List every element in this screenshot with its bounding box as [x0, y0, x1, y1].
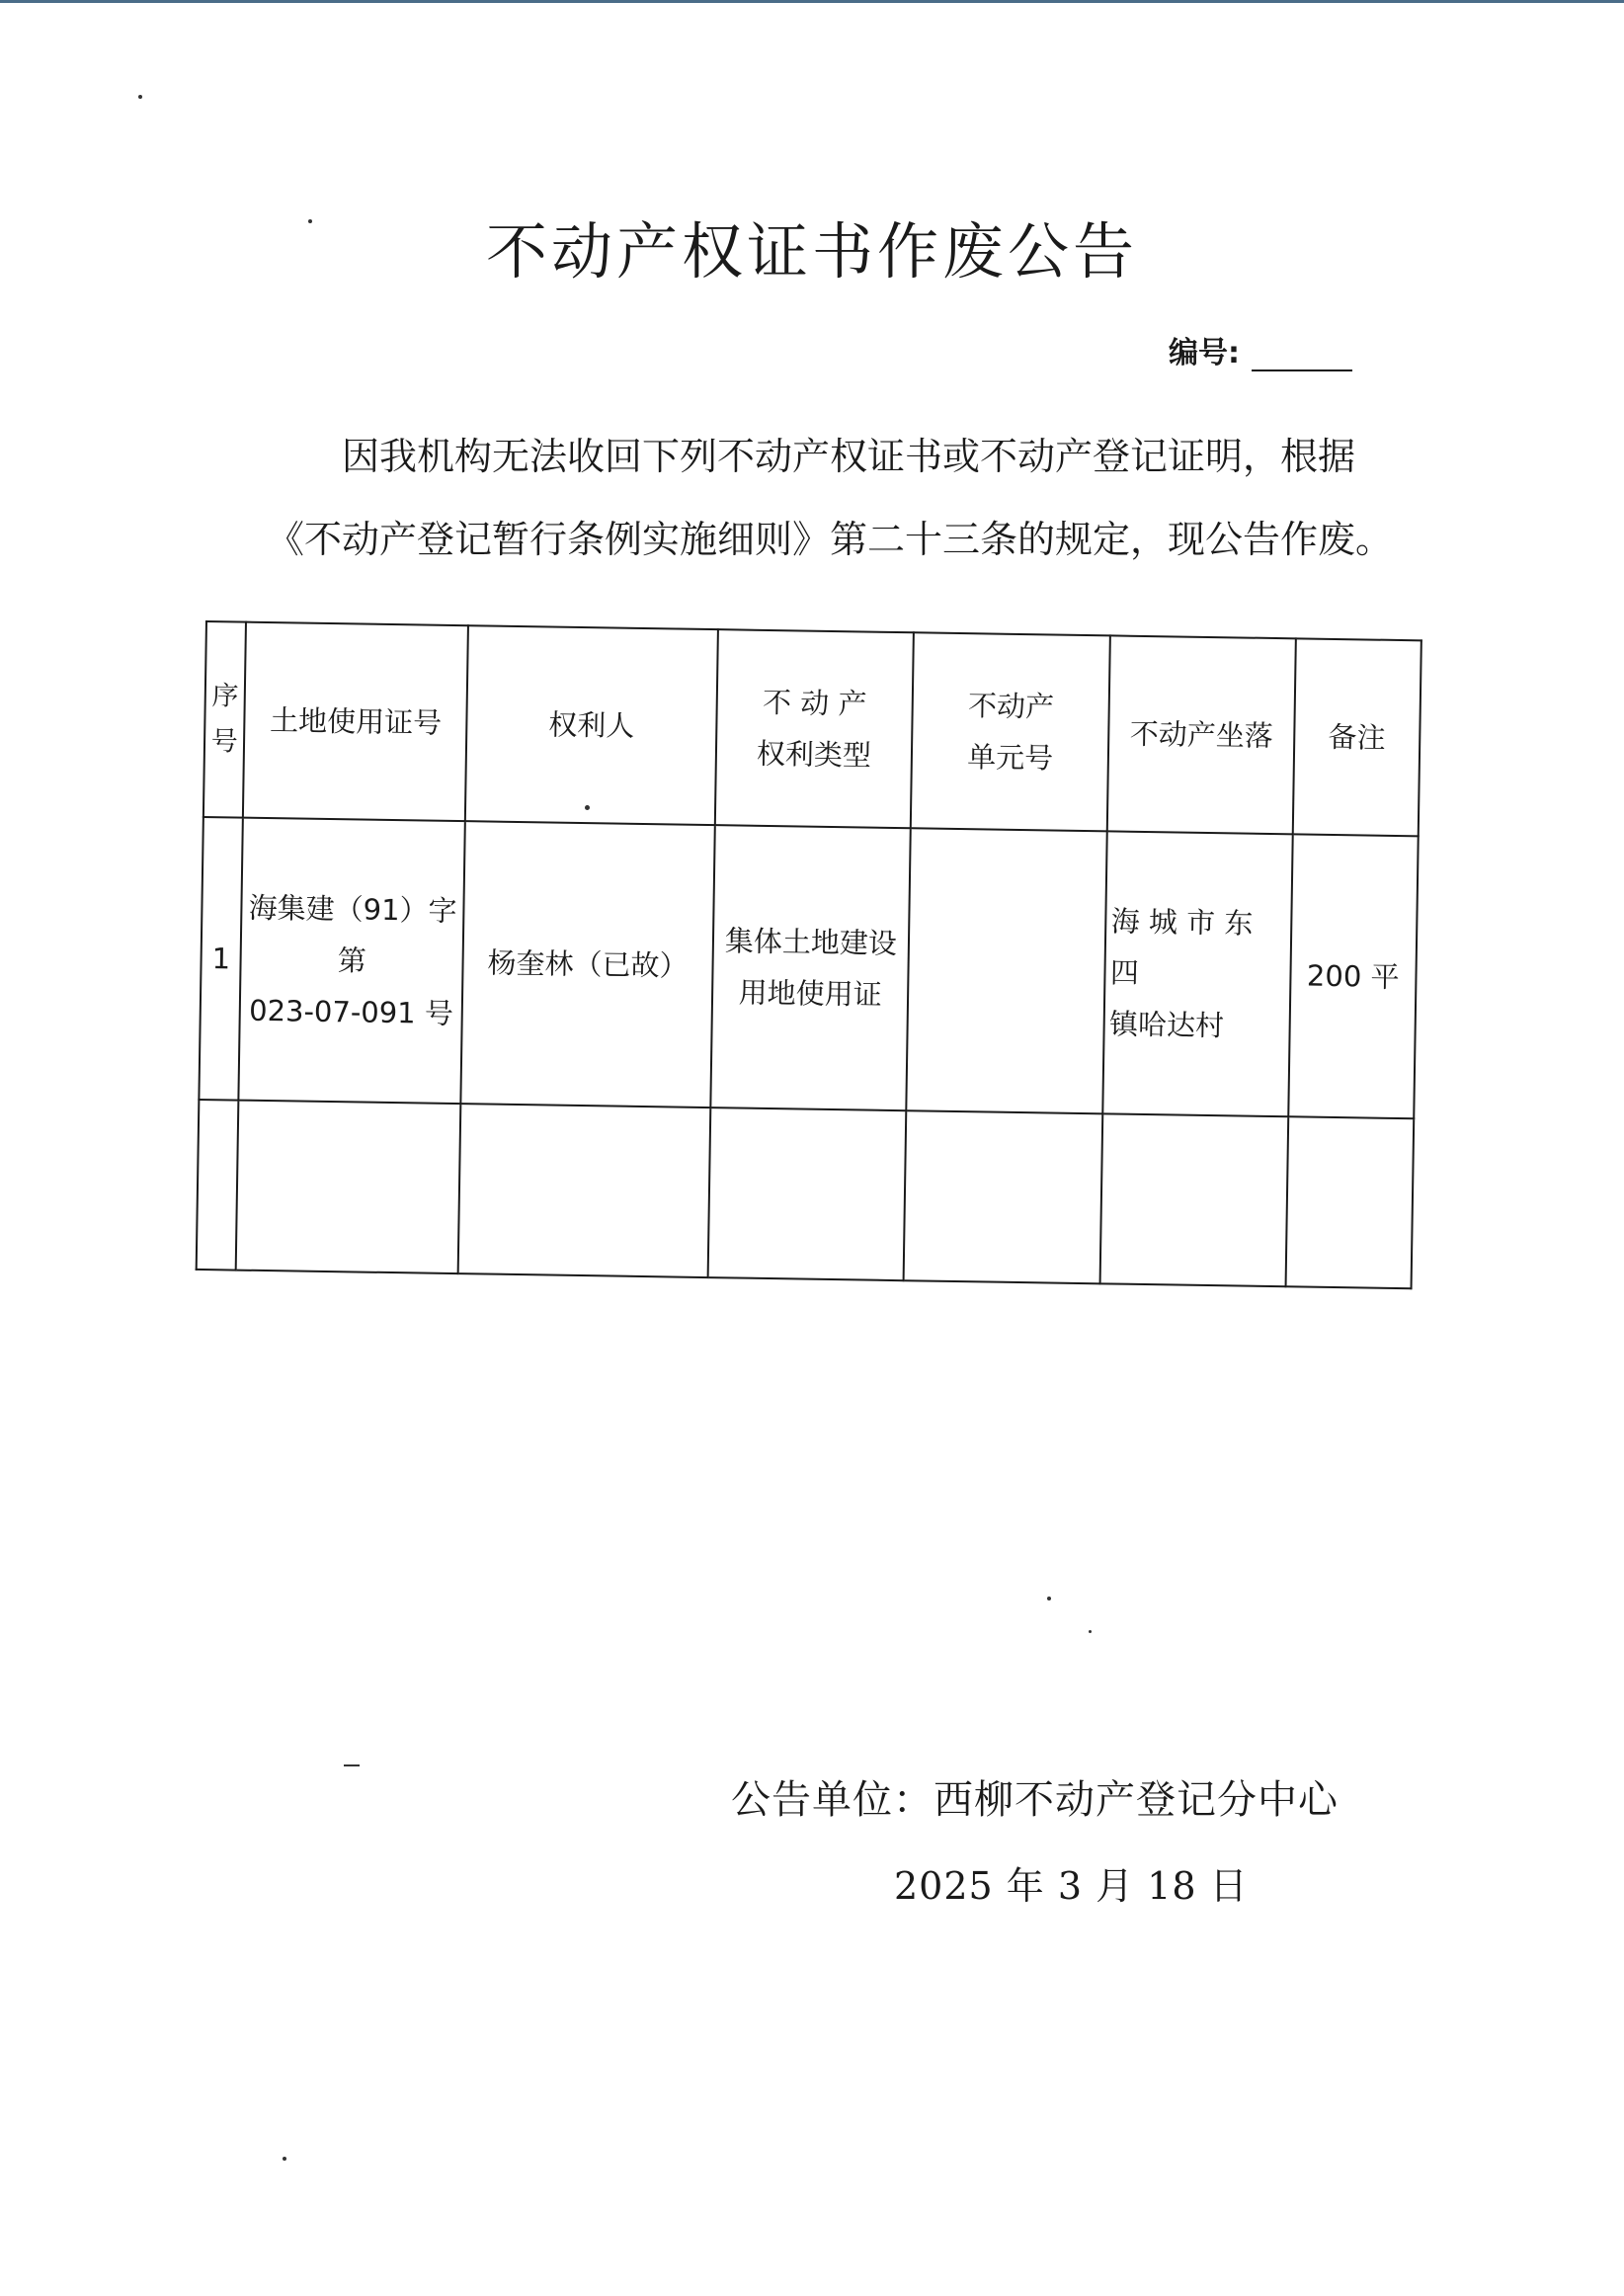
cell-note: 200 平: [1288, 834, 1419, 1118]
intro-paragraph: [267, 415, 1413, 581]
cell-cert: [239, 818, 465, 1104]
empty-cell: [197, 1100, 239, 1271]
header-unit-line-2: 单元号: [966, 740, 1054, 776]
document-number: [1169, 328, 1352, 371]
header-seq: 序号: [203, 621, 247, 818]
cell-cert-line-1: 海集建（91）字第: [248, 890, 457, 978]
cell-location-line-1: 海 城 市 东 四: [1109, 904, 1254, 990]
cell-unit: [906, 828, 1107, 1113]
empty-cell: [1285, 1116, 1414, 1288]
announcement-date: 2025 年 3 月 18 日: [894, 1864, 1249, 1908]
scan-dash-mark: [344, 1764, 360, 1766]
table-row-empty: [197, 1100, 1415, 1288]
empty-cell: [458, 1104, 711, 1277]
cell-location: [1103, 831, 1293, 1116]
cell-type-line-2: 用地使用证: [738, 975, 882, 1012]
scan-speck: [1089, 1630, 1092, 1633]
table-header-row: [203, 621, 1421, 836]
cell-location-line-2: 镇哈达村: [1108, 1007, 1225, 1043]
header-cert: 土地使用证号: [243, 622, 468, 822]
header-holder: 权利人: [465, 625, 718, 825]
intro-line-1: 因我机构无法收回下列不动产权证书或不动产登记证明，根据: [342, 435, 1356, 478]
document-number-label: 编号:: [1169, 336, 1240, 370]
cell-holder: 杨奎林（已故）: [460, 821, 714, 1107]
empty-cell: [1100, 1113, 1288, 1286]
header-type-line-1: 不 动 产: [762, 685, 867, 721]
header-location: 不动产坐落: [1107, 635, 1295, 834]
scan-speck: [283, 2157, 286, 2161]
header-note: 备注: [1292, 638, 1421, 836]
cell-type: [710, 825, 911, 1110]
header-unit-line-1: 不动产: [967, 689, 1055, 724]
empty-cell: [904, 1110, 1103, 1283]
cell-type-line-1: 集体土地建设: [724, 924, 898, 961]
scan-speck: [138, 95, 142, 99]
announcing-unit: 公告单位：西柳不动产登记分中心: [731, 1777, 1339, 1823]
scan-speck: [308, 219, 312, 223]
cell-cert-line-2: 023-07-091 号: [248, 993, 454, 1030]
intro-line-2: 《不动产登记暂行条例实施细则》第二十三条的规定，现公告作废。: [267, 518, 1394, 561]
cell-seq: 1: [199, 817, 243, 1101]
document-number-blank: [1252, 340, 1352, 371]
header-type-line-2: 权利类型: [756, 736, 872, 773]
page-title: 不动产权证书作废公告: [485, 215, 1138, 287]
scan-top-edge: [0, 0, 1624, 3]
scan-speck: [1047, 1597, 1051, 1600]
empty-cell: [236, 1101, 460, 1274]
header-type: [715, 629, 914, 828]
table-row: [199, 817, 1418, 1118]
scan-speck: [585, 805, 590, 810]
empty-cell: [707, 1107, 906, 1280]
void-certificate-table: [196, 620, 1422, 1289]
header-unit: [911, 632, 1110, 831]
